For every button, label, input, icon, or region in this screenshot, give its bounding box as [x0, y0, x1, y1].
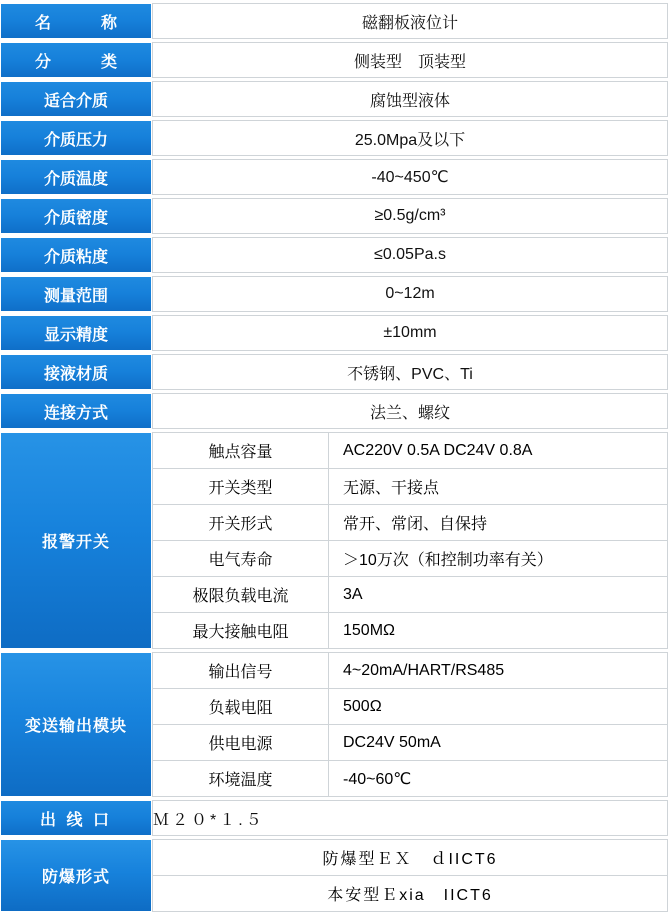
row-label: 介质粘度 [0, 237, 152, 273]
item-key: 最大接触电阻 [153, 613, 329, 649]
row-value: 侧装型 顶装型 [152, 42, 668, 78]
row-value: 0~12m [152, 276, 668, 312]
row-label: 连接方式 [0, 393, 152, 429]
group-label-transmitter-module: 变送输出模块 [0, 652, 152, 797]
item-key: 开关形式 [153, 505, 329, 541]
alarm-switch-items [152, 432, 668, 649]
table-row [0, 81, 668, 117]
row-label: 接液材质 [0, 354, 152, 390]
explosion-proof-group [0, 839, 668, 912]
list-item [153, 689, 668, 725]
item-value: 500Ω [329, 689, 668, 725]
table-row [0, 3, 668, 39]
row-label: 显示精度 [0, 315, 152, 351]
row-label: 分 类 [0, 42, 152, 78]
explosion-proof-items [152, 839, 668, 912]
item-value: 3A [329, 577, 668, 613]
item-key: 开关类型 [153, 469, 329, 505]
list-item [153, 577, 668, 613]
row-value: -40~450℃ [152, 159, 668, 195]
row-value: ±10mm [152, 315, 668, 351]
table-row-outlet [0, 800, 668, 836]
table-row [0, 276, 668, 312]
table-row [0, 237, 668, 273]
table-row [0, 354, 668, 390]
row-value: ≤0.05Pa.s [152, 237, 668, 273]
row-value: ≥0.5g/cm³ [152, 198, 668, 234]
list-item [153, 725, 668, 761]
table-row [0, 120, 668, 156]
row-label: 适合介质 [0, 81, 152, 117]
alarm-switch-group [0, 432, 668, 649]
transmitter-module-items [152, 652, 668, 797]
list-item [153, 876, 668, 912]
list-item [153, 840, 668, 876]
item-value: DC24V 50mA [329, 725, 668, 761]
item-value: 本安型Ｅxia IICT6 [153, 876, 668, 912]
table-row [0, 159, 668, 195]
item-key: 极限负载电流 [153, 577, 329, 613]
row-value: 25.0Mpa及以下 [152, 120, 668, 156]
item-value: -40~60℃ [329, 761, 668, 797]
row-value: 不锈钢、PVC、Ti [152, 354, 668, 390]
transmitter-module-group [0, 652, 668, 797]
item-value: ＞10万次（和控制功率有关） [329, 541, 668, 577]
list-item [153, 433, 668, 469]
list-item [153, 653, 668, 689]
list-item [153, 469, 668, 505]
group-label-alarm-switch: 报警开关 [0, 432, 152, 649]
table-row [0, 393, 668, 429]
item-key: 供电电源 [153, 725, 329, 761]
row-value: 磁翻板液位计 [152, 3, 668, 39]
table-row [0, 315, 668, 351]
row-label: 名 称 [0, 3, 152, 39]
row-label: 介质温度 [0, 159, 152, 195]
group-label-explosion-proof: 防爆形式 [0, 839, 152, 912]
item-key: 负载电阻 [153, 689, 329, 725]
item-value: 150MΩ [329, 613, 668, 649]
item-key: 输出信号 [153, 653, 329, 689]
list-item [153, 613, 668, 649]
row-label-outlet: 出 线 口 [0, 800, 152, 836]
item-value: 常开、常闭、自保持 [329, 505, 668, 541]
row-label: 介质压力 [0, 120, 152, 156]
item-key: 触点容量 [153, 433, 329, 469]
item-key: 环境温度 [153, 761, 329, 797]
row-value-outlet: Ｍ２０*１.５ [152, 800, 668, 836]
list-item [153, 505, 668, 541]
list-item [153, 761, 668, 797]
row-value: 法兰、螺纹 [152, 393, 668, 429]
table-row [0, 42, 668, 78]
item-value: 无源、干接点 [329, 469, 668, 505]
item-value: 防爆型ＥＸ ｄIICT6 [153, 840, 668, 876]
table-row [0, 198, 668, 234]
item-key: 电气寿命 [153, 541, 329, 577]
row-label: 介质密度 [0, 198, 152, 234]
row-label: 测量范围 [0, 276, 152, 312]
item-value: 4~20mA/HART/RS485 [329, 653, 668, 689]
row-value: 腐蚀型液体 [152, 81, 668, 117]
list-item [153, 541, 668, 577]
item-value: AC220V 0.5A DC24V 0.8A [329, 433, 668, 469]
